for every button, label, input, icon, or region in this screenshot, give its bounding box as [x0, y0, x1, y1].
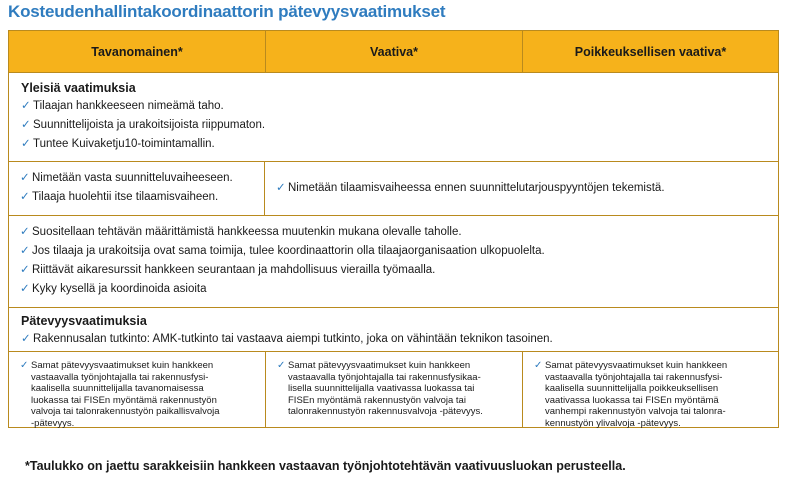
check-icon: ✓: [20, 172, 30, 184]
list-item: ✓ Riittävät aikaresurssit hankkeen seurantaan ja mahdollisuus vierailla työmaalla.: [20, 261, 778, 280]
list-item: ✓ Kyky kysellä ja koordinoida asioita: [20, 280, 778, 299]
level-demanding-text: Samat pätevyysvaatimukset kuin hankkeen vastaavalla työnjohtajalla tai rakennusfysikaa- lisella suunnittelijalla vaativassa luokassa tai FISEn myöntämä rakennustyön valvoja tai talonrakennustyön rakennusvalvoja -pätevyys.: [288, 360, 483, 418]
header-demanding: Vaativa*: [265, 31, 522, 72]
timing-demanding-cell: [265, 162, 778, 215]
competence-levels-section: [8, 352, 779, 428]
timing-ordinary-cell: [9, 162, 265, 215]
list-item: ✓ Nimetään vasta suunnitteluvaiheeseen.: [20, 169, 264, 188]
competence-section: [8, 308, 779, 352]
list-item: ✓ Tuntee Kuivaketju10-toimintamallin.: [21, 135, 778, 154]
check-icon: ✓: [21, 100, 31, 112]
check-icon: ✓: [276, 182, 286, 194]
check-icon: ✓: [20, 360, 29, 371]
check-icon: ✓: [534, 360, 543, 371]
check-icon: ✓: [277, 360, 286, 371]
footnote: *Taulukko on jaettu sarakkeisiin hankkeen vastaavan työnjohtotehtävän vaativuusluokan perusteella.: [25, 459, 626, 473]
level-exceptional-text: Samat pätevyysvaatimukset kuin hankkeen vastaavalla työnjohtajalla tai rakennusfysi- kaalisella suunnittelijalla poikkeuksellisen vaativassa luokassa tai FISEn myöntämä vanhempi rakennustyön valvoja tai talonra- kennustyön ylivalvoja -pätevyys.: [545, 360, 728, 429]
level-demanding-cell: [265, 352, 522, 427]
page-title: Kosteudenhallintakoordinaattorin pätevyysvaatimukset: [8, 2, 446, 21]
table-header: [8, 30, 779, 73]
check-icon: ✓: [20, 245, 30, 257]
requirements-table: [8, 30, 779, 428]
check-icon: ✓: [20, 283, 30, 295]
check-icon: ✓: [21, 138, 31, 150]
shared-requirements-section: [8, 216, 779, 308]
header-ordinary: Tavanomainen*: [91, 44, 183, 59]
list-item: ✓ Suunnittelijoista ja urakoitsijoista riippumaton.: [21, 116, 778, 135]
list-item: ✓ Tilaajan hankkeeseen nimeämä taho.: [21, 97, 778, 116]
check-icon: ✓: [20, 191, 30, 203]
list-item: ✓ Nimetään tilaamisvaiheessa ennen suunnittelutarjouspyyntöjen tekemistä.: [276, 179, 665, 198]
level-exceptional-cell: [522, 352, 778, 427]
check-icon: ✓: [20, 226, 30, 238]
competence-title: Pätevyysvaatimuksia: [21, 314, 147, 328]
check-icon: ✓: [20, 264, 30, 276]
check-icon: ✓: [21, 119, 31, 131]
timing-section: [8, 162, 779, 216]
list-item: ✓ Tilaaja huolehtii itse tilaamisvaiheen.: [20, 188, 264, 207]
check-icon: ✓: [21, 333, 31, 345]
list-item: ✓ Suositellaan tehtävän määrittämistä hankkeessa muutenkin mukana olevalle taholle.: [20, 223, 778, 242]
level-ordinary-text: Samat pätevyysvaatimukset kuin hankkeen vastaavalla työnjohtajalla tai rakennusfysi- kaalisella suunnittelijalla tavanomaisessa luokassa tai FISEn myöntämä rakennustyön valvoja tai talonrakennustyön paikallisvalvoja -pätevyys.: [31, 360, 220, 429]
list-item: ✓ Jos tilaaja ja urakoitsija ovat sama toimija, tulee koordinaattorin olla tilaajaorganisaation ulkopuolelta.: [20, 242, 778, 261]
level-ordinary-cell: [9, 352, 265, 427]
list-item: ✓ Rakennusalan tutkinto: AMK-tutkinto tai vastaava aiempi tutkinto, joka on vähintään teknikon tasoinen.: [21, 330, 778, 349]
header-exceptional: Poikkeuksellisen vaativa*: [522, 31, 778, 72]
general-requirements-title: Yleisiä vaatimuksia: [21, 81, 136, 95]
general-requirements-section: [8, 73, 779, 162]
